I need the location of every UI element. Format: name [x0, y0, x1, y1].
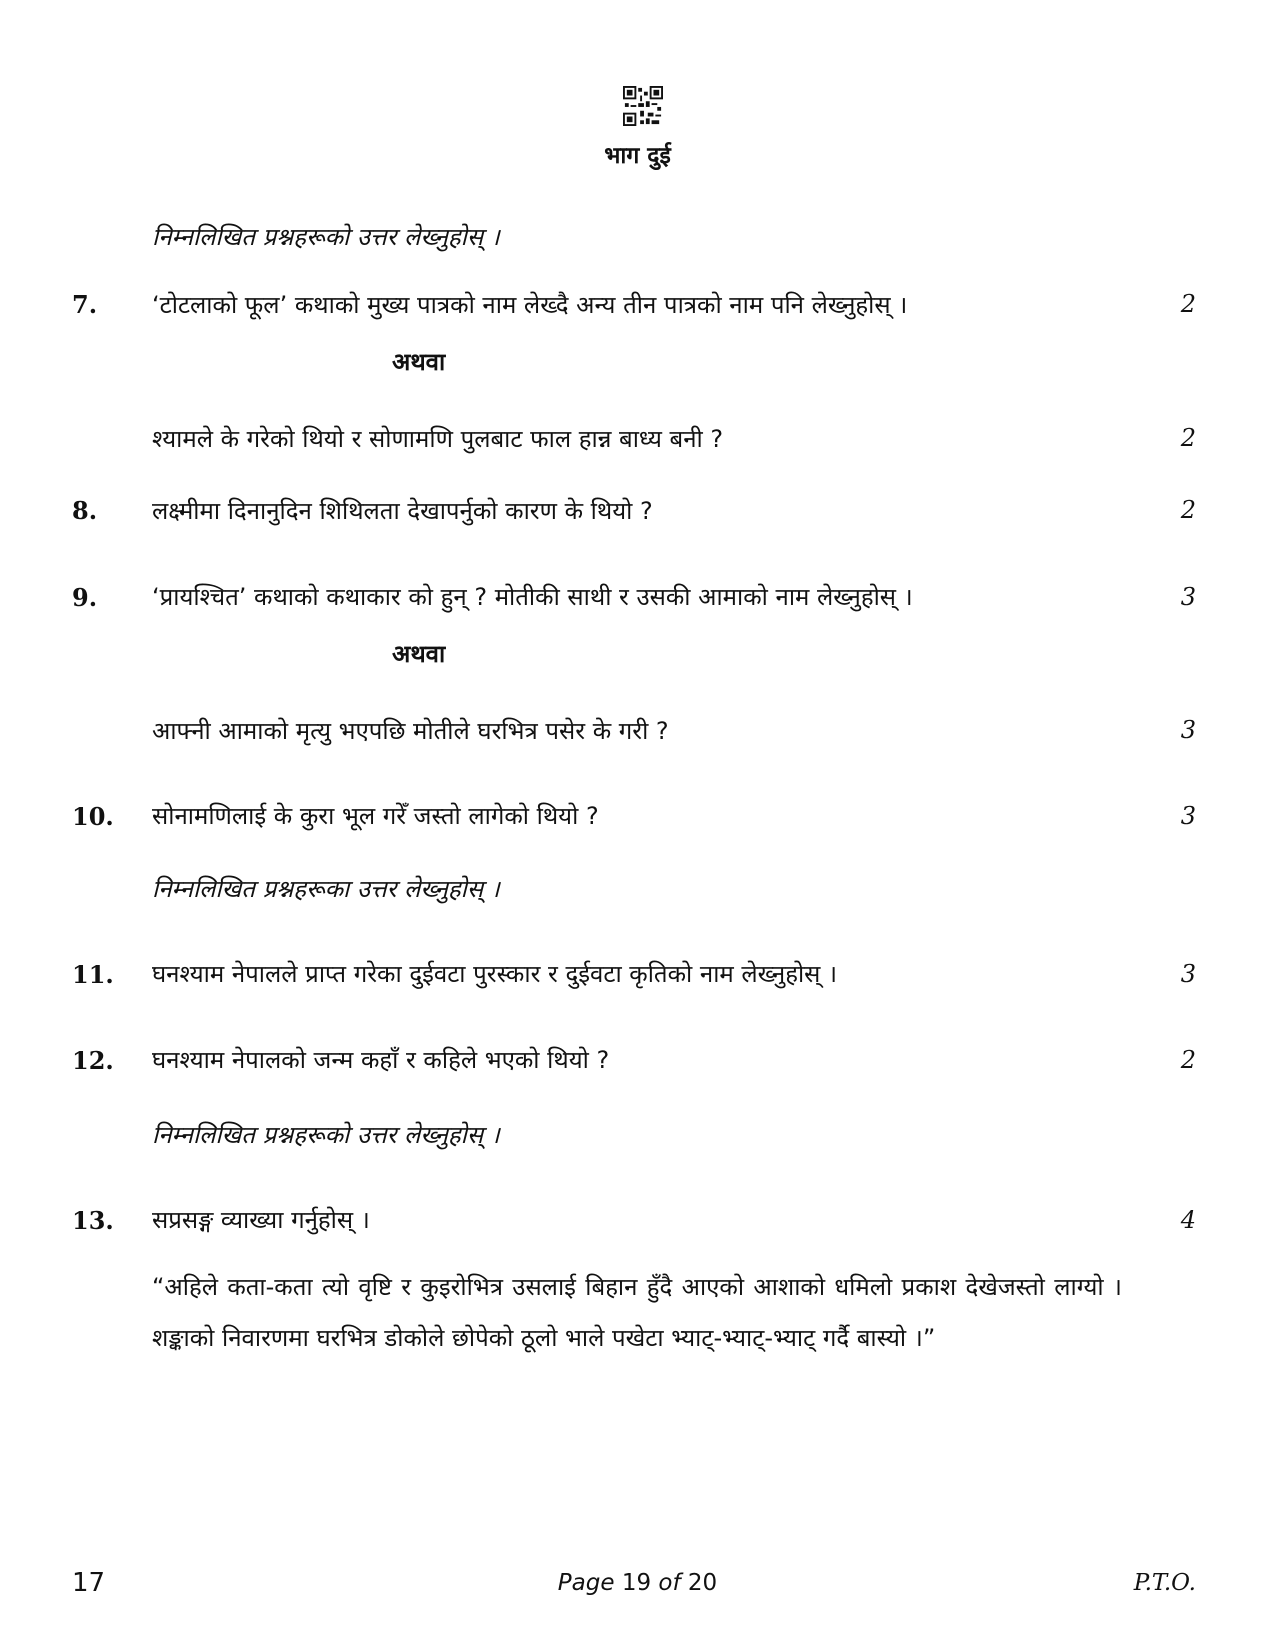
question-8-number: 8. — [72, 496, 98, 525]
pto-label: P.T.O. — [1133, 1570, 1196, 1596]
question-13-text: सप्रसङ्ग व्याख्या गर्नुहोस् । — [152, 1206, 370, 1234]
question-12-marks: 2 — [1180, 1046, 1196, 1074]
page-word: Page — [557, 1570, 615, 1596]
question-13-marks: 4 — [1180, 1206, 1196, 1234]
question-9-alt-text: आफ्नी आमाको मृत्यु भएपछि मोतीले घरभित्र पसेर के गरी ? — [152, 717, 669, 745]
question-10-marks: 3 — [1180, 802, 1196, 830]
question-7-marks: 2 — [1180, 290, 1196, 318]
question-8-text: लक्ष्मीमा दिनानुदिन शिथिलता देखापर्नुको कारण के थियो ? — [152, 497, 653, 525]
question-9-marks: 3 — [1180, 583, 1196, 611]
question-7-alt-text: श्यामले के गरेको थियो र सोणामणि पुलबाट फाल हान्न बाध्य बनी ? — [152, 425, 724, 453]
page-indicator — [0, 1570, 1275, 1596]
question-7-text: ‘टोटलाको फूल’ कथाको मुख्य पात्रको नाम लेख्दै अन्य तीन पात्रको नाम पनि लेख्नुहोस् । — [152, 291, 908, 319]
instruction-3: निम्नलिखित प्रश्नहरूको उत्तर लेख्नुहोस् । — [152, 1121, 500, 1149]
question-11-number: 11. — [72, 960, 114, 989]
question-11-marks: 3 — [1180, 960, 1196, 988]
page-of: of — [658, 1570, 681, 1596]
question-7-alt-marks: 2 — [1180, 424, 1196, 452]
question-9-number: 9. — [72, 583, 98, 612]
question-9-alt-marks: 3 — [1180, 716, 1196, 744]
instruction-2: निम्नलिखित प्रश्नहरूका उत्तर लेख्नुहोस् । — [152, 875, 500, 903]
paper-code: 17 — [72, 1568, 106, 1598]
question-12-number: 12. — [72, 1046, 114, 1075]
question-7-number: 7. — [72, 290, 98, 319]
qr-code-icon — [623, 86, 663, 126]
question-9-text: ‘प्रायश्चित’ कथाको कथाकार को हुन् ? मोतीकी साथी र उसकी आमाको नाम लेख्नुहोस् । — [152, 583, 913, 611]
page-total: 20 — [687, 1570, 718, 1596]
section-heading: भाग दुई — [604, 143, 671, 169]
question-13-number: 13. — [72, 1206, 114, 1235]
question-11-text: घनश्याम नेपालले प्राप्त गरेका दुईवटा पुरस्कार र दुईवटा कृतिको नाम लेख्नुहोस् । — [152, 960, 838, 988]
question-12-text: घनश्याम नेपालको जन्म कहाँ र कहिले भएको थियो ? — [152, 1046, 610, 1074]
question-8-marks: 2 — [1180, 496, 1196, 524]
or-label-q9: अथवा — [392, 640, 446, 668]
question-13-quote: “अहिले कता-कता त्यो वृष्टि र कुइरोभित्र उसलाई बिहान हुँदै आएको आशाको धमिलो प्रकाश देखेजस्तो लाग्यो । शङ्काको निवारणमा घरभित्र डोकोले छोपेको ठूलो भाले पखेटा भ्याट्-भ्याट्-भ्याट् गर्दै बास्यो ।” — [152, 1273, 1122, 1352]
page-current: 19 — [621, 1570, 652, 1596]
or-label-q7: अथवा — [392, 348, 446, 376]
question-10-number: 10. — [72, 802, 114, 831]
question-10-text: सोनामणिलाई के कुरा भूल गरेँ जस्तो लागेको थियो ? — [152, 802, 599, 830]
instruction-1: निम्नलिखित प्रश्नहरूको उत्तर लेख्नुहोस् । — [152, 223, 500, 251]
